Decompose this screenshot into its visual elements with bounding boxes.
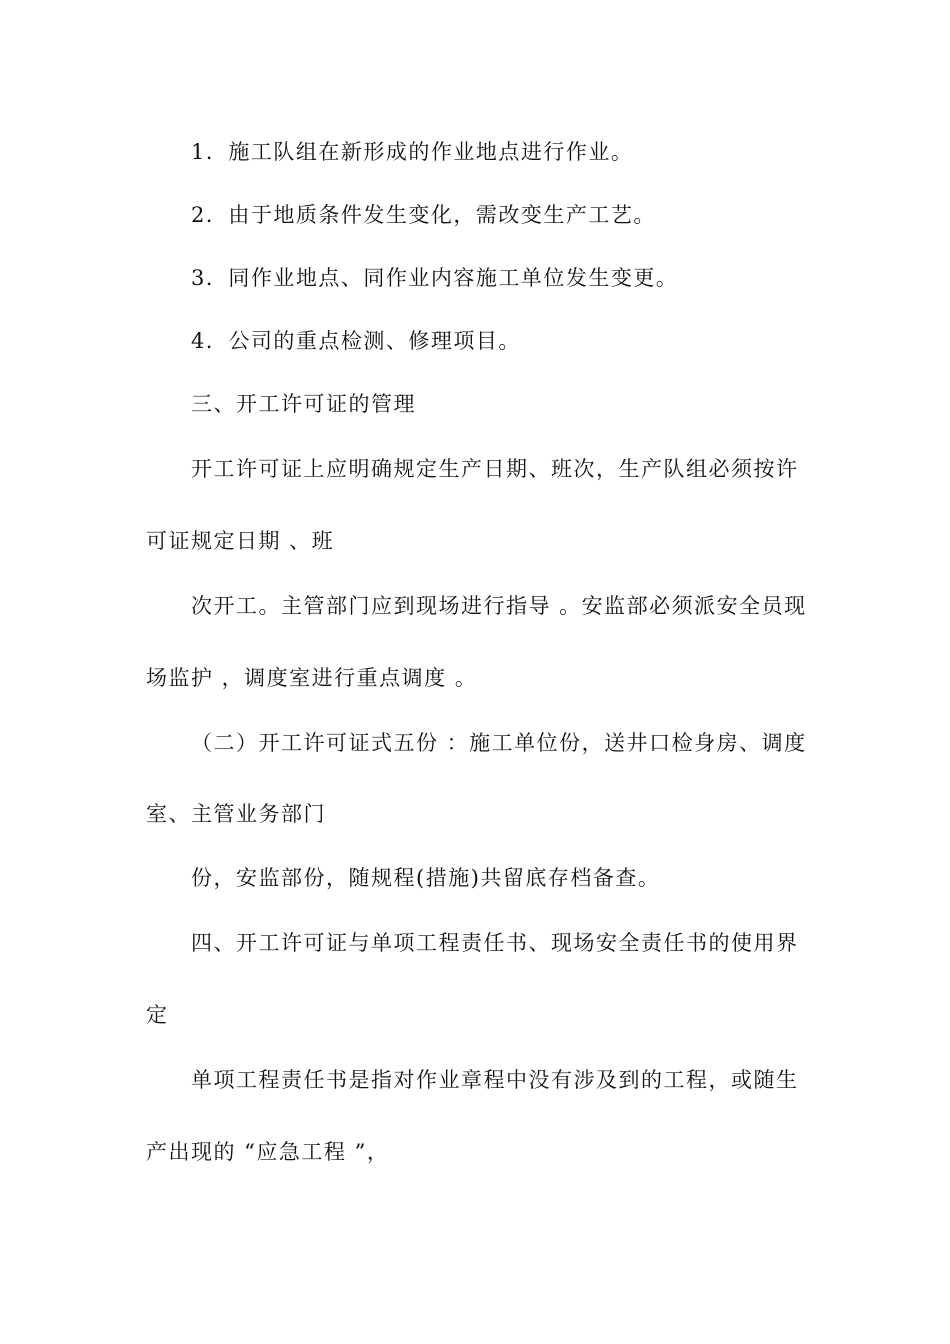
paragraph-line: 产出现的 “应急工程 ”， bbox=[146, 1140, 390, 1164]
list-item-3: 3．同作业地点、同作业内容施工单位发生变更。 bbox=[191, 266, 679, 290]
paragraph-line: 次开工。主管部门应到现场进行指导 。安监部必须派安全员现 bbox=[191, 594, 807, 618]
section-heading-4-cont: 定 bbox=[146, 1003, 169, 1027]
section-heading-3: 三、开工许可证的管理 bbox=[191, 392, 416, 416]
paragraph-line: 份，安监部份，随规程(措施)共留底存档备查。 bbox=[191, 866, 661, 890]
list-item-4: 4．公司的重点检测、修理项目。 bbox=[191, 329, 521, 353]
list-item-1: 1．施工队组在新形成的作业地点进行作业。 bbox=[191, 140, 634, 164]
paragraph-line: （二）开工许可证式五份 ：施工单位份，送井口检身房、调度 bbox=[191, 731, 807, 755]
paragraph-line: 场监护 ，调度室进行重点调度 。 bbox=[146, 666, 478, 690]
paragraph-line: 室、主管业务部门 bbox=[146, 802, 326, 826]
paragraph-line: 开工许可证上应明确规定生产日期、班次，生产队组必须按许 bbox=[191, 457, 799, 481]
section-heading-4: 四、开工许可证与单项工程责任书、现场安全责任书的使用界 bbox=[191, 931, 799, 955]
paragraph-line: 单项工程责任书是指对作业章程中没有涉及到的工程，或随生 bbox=[191, 1068, 799, 1092]
paragraph-line: 可证规定日期 、班 bbox=[146, 529, 335, 553]
list-item-2: 2．由于地质条件发生变化，需改变生产工艺。 bbox=[191, 203, 656, 227]
